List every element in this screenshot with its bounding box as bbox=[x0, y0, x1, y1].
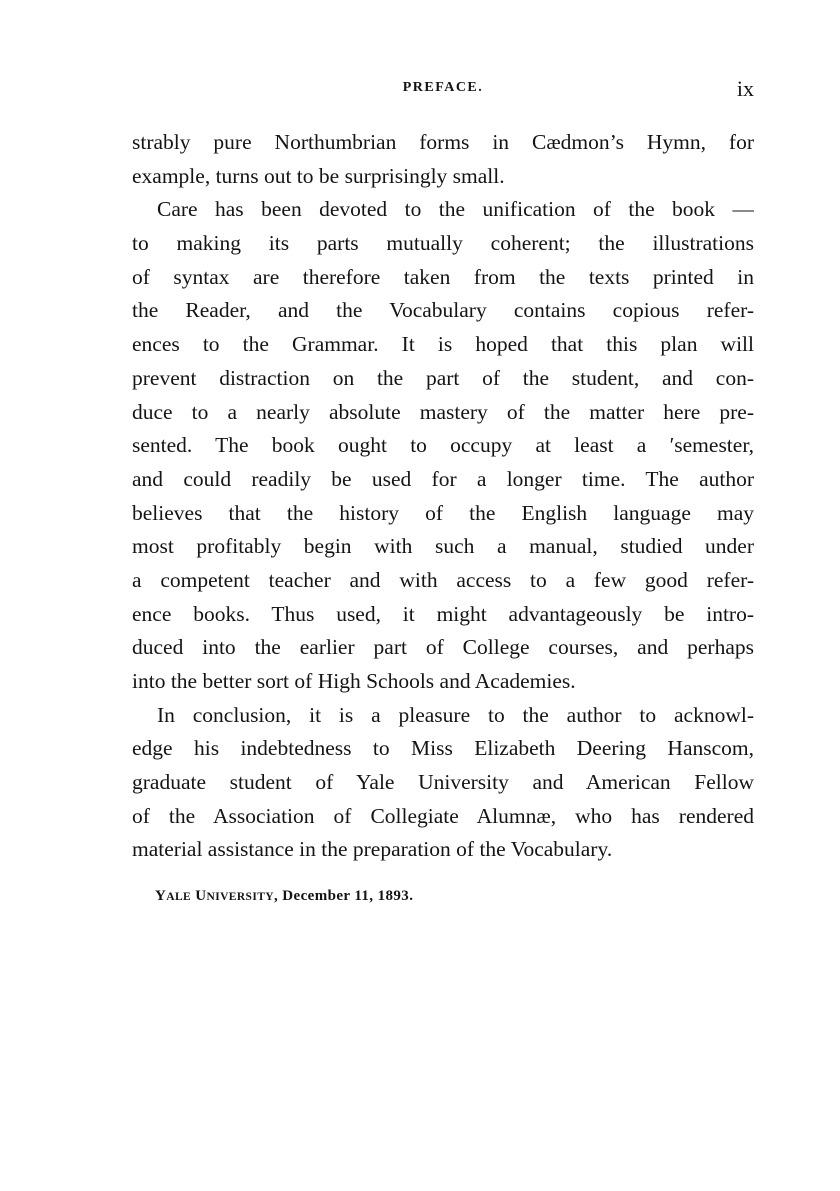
text-line: duced into the earlier part of College courses, and perhaps bbox=[132, 635, 754, 660]
text-line: strably pure Northumbrian forms in Cædmon’s Hymn, for bbox=[132, 130, 754, 154]
text-line: duce to a nearly absolute mastery of the matter here pre- bbox=[132, 399, 754, 424]
signoff-date: , December 11, 1893. bbox=[274, 888, 414, 904]
text-line: ence books. Thus used, it might advantageously be intro- bbox=[132, 601, 754, 626]
signoff-y-rest: ALE bbox=[166, 891, 192, 903]
text-line: sented. The book ought to occupy at least a ʹsemester, bbox=[132, 433, 754, 458]
page-number: ix bbox=[736, 76, 754, 101]
signoff-u-rest: NIVERSITY bbox=[206, 891, 274, 903]
text-line: of syntax are therefore taken from the texts printed in bbox=[132, 264, 754, 289]
text-line: edge his indebtedness to Miss Elizabeth Deering Hanscom, bbox=[132, 736, 754, 761]
text-line: prevent distraction on the part of the student, and con- bbox=[132, 365, 754, 390]
text-line: In conclusion, it is a pleasure to the author to acknowl- bbox=[157, 702, 754, 727]
text-line: ences to the Grammar. It is hoped that this plan will bbox=[132, 332, 754, 357]
text-line: of the Association of Collegiate Alumnæ, who has rendered bbox=[132, 803, 754, 828]
signoff-y-initial: Y bbox=[155, 888, 167, 904]
running-title: PREFACE. bbox=[402, 80, 484, 95]
text-line: Care has been devoted to the unification of the book — bbox=[157, 197, 754, 222]
text-line: to making its parts mutually coherent; the illustrations bbox=[132, 231, 754, 256]
text-line: a competent teacher and with access to a few good refer- bbox=[132, 567, 754, 592]
text-line: believes that the history of the English language may bbox=[132, 500, 754, 525]
text-line: into the better sort of High Schools and Academies. bbox=[132, 669, 576, 693]
signoff-u-initial: U bbox=[195, 888, 207, 904]
text-line: graduate student of Yale University and American Fellow bbox=[132, 770, 754, 795]
text-line: example, turns out to be surprisingly small. bbox=[132, 163, 505, 188]
signoff bbox=[155, 888, 413, 905]
text-line: material assistance in the preparation of the Vocabulary. bbox=[132, 837, 613, 862]
body-text bbox=[132, 126, 754, 867]
running-head bbox=[132, 78, 754, 104]
text-line: and could readily be used for a longer time. The author bbox=[132, 466, 754, 491]
text-line: most profitably begin with such a manual, studied under bbox=[132, 534, 754, 559]
text-line: the Reader, and the Vocabulary contains copious refer- bbox=[132, 298, 754, 323]
